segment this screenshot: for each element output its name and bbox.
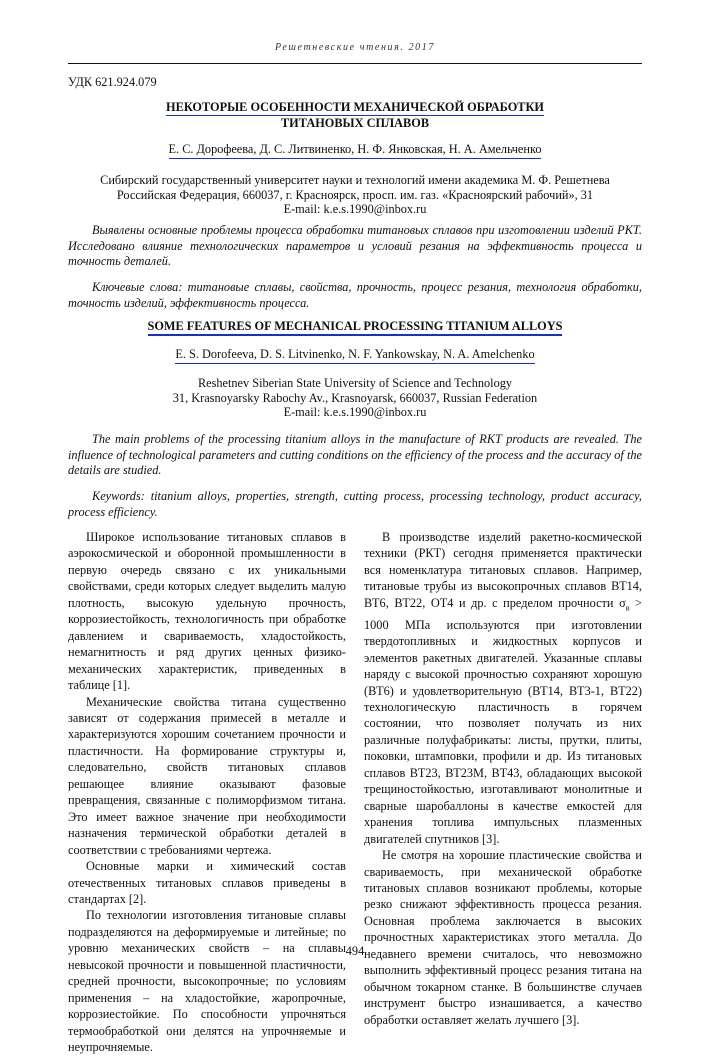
- affiliation-ru-line2: Российская Федерация, 660037, г. Красноярск, просп. им. газ. «Красноярский рабочий», 31: [116, 187, 594, 202]
- keywords-ru: Ключевые слова: титановые сплавы, свойства, прочность, процесс резания, технология обработки, точность изделий, эффективность процесса.: [68, 280, 642, 310]
- paragraph: Механические свойства титана существенно зависят от содержания примесей в металле и характеризуются хорошим сочетанием прочности и пластичности. На формирование структуры и, следовательно, свойств титановых сплавов решающее влияние оказывают фазовые превращения, связанные с полиморфизмом титана. Это имеет важное значение при необходимости назначения термической обработки деталей в соответствии с требованиями чертежа.: [68, 694, 346, 857]
- title-en: [68, 319, 642, 336]
- affiliation-ru: [68, 173, 642, 217]
- paragraph-text: В производстве изделий ракетно-космической техники (РКТ) сегодня применяется практически вся номенклатура титановых сплавов. Например, титановые трубы из высокопрочных сплавов ВТ14, ВТ6, ВТ22, ОТ4 и др. с пределом прочности σ: [364, 530, 642, 610]
- affiliation-en-line1: Reshetnev Siberian State University of Science and Technology: [197, 376, 513, 390]
- email-ru: E-mail: k.e.s.1990@inbox.ru: [283, 202, 427, 216]
- authors-ru-text: Е. С. Дорофеева, Д. С. Литвиненко, Н. Ф. Янковская, Н. А. Амельченко: [169, 142, 542, 159]
- paragraph: [364, 529, 642, 847]
- body-column-left: [68, 529, 346, 1056]
- abstract-en: The main problems of the processing titanium alloys in the manufacture of RKT products are revealed. The influence of technological parameters and cutting conditions on the efficiency of the process and the accuracy of the details are studied.: [68, 432, 642, 477]
- paragraph: По технологии изготовления титановые сплавы подразделяются на деформируемые и литейные; по уровню механических свойств – на сплавы невысокой прочности и повышенной пластичности, средней прочности, высокопрочные; по условиям применения – на хладостойкие, жаропрочные, коррозиестойкие. По способности упрочняться термообработкой они делятся на упрочняемые и неупрочняемые.: [68, 908, 346, 1055]
- title-ru-line2: ТИТАНОВЫХ СПЛАВОВ: [280, 116, 430, 130]
- abstract-ru: Выявлены основные проблемы процесса обработки титановых сплавов при изготовлении изделий РКТ. Исследовано влияние технологических параметров и условий резания на эффективность процесса и точность деталей.: [68, 223, 642, 268]
- title-ru-line1: НЕКОТОРЫЕ ОСОБЕННОСТИ МЕХАНИЧЕСКОЙ ОБРАБОТКИ: [166, 100, 544, 114]
- authors-en-text: E. S. Dorofeeva, D. S. Litvinenko, N. F. Yankowskay, N. A. Amelchenko: [175, 347, 534, 364]
- header-rule: [68, 63, 642, 64]
- affiliation-en-line2: 31, Krasnoyarsky Rabochy Av., Krasnoyarsk, 660037, Russian Federation: [172, 390, 538, 405]
- title-en-text: SOME FEATURES OF MECHANICAL PROCESSING TITANIUM ALLOYS: [148, 319, 563, 336]
- page-number: 494: [345, 944, 365, 958]
- email-en: E-mail: k.e.s.1990@inbox.ru: [283, 405, 427, 419]
- sigma-subscript: в: [625, 603, 630, 613]
- paragraph: Не смотря на хорошие пластические свойства и свариваемость, при механической обработке титановых сплавов возникают проблемы, которые резко снижают эффективность процесса резания. Основная проблема заключается в высоких прочностных характеристиках этого металла. До недавнего времени считалось, что невозможно выполнить эффективный процесс резания титана на обычном токарном станке. В большинстве случаев инструмент быстро изнашивается, а качество обработки оставляет желать лучшего [3].: [364, 848, 642, 1027]
- affiliation-ru-line1: Сибирский государственный университет науки и технологий имени академика М. Ф. Решетнева: [100, 173, 610, 187]
- paragraph: Широкое использование титановых сплавов в аэрокосмической и оборонной промышленности в первую очередь связано с их уникальными свойствами, среди которых следует выделить малую плотность, высокую удельную прочность, коррозиестойкость, технологичность при обработке давлением и свариваемость, хладостойкость, немагнитность и ряд других ценных физико-механических характеристик, приведенных в таблице [1].: [68, 530, 346, 693]
- title-ru: [68, 100, 642, 131]
- authors-ru: [68, 142, 642, 159]
- affiliation-en: [68, 376, 642, 420]
- keywords-en: Keywords: titanium alloys, properties, strength, cutting process, processing technology, product accuracy, process efficiency.: [68, 489, 642, 519]
- udk-code: УДК 621.924.079: [68, 75, 157, 89]
- authors-en: [68, 347, 642, 364]
- running-header: Решетневские чтения. 2017: [275, 42, 435, 53]
- paragraph-text: > 1000 МПа используются при изготовлении твердотопливных и жидкостных корпусов и элементов ракетных двигателей. Указанные сплавы наряду с высокой прочностью сохраняют хорошую (ВТ6) и удовлетворительную (ВТ14, ВТ3-1, ВТ22) технологическую пластичность в горячем состоянии, что позволяет получать из них различные полуфабрикаты: листы, прутки, плиты, поковки, штамповки, профили и др. Из титановых сплавов ВТ23, ВТ23М, ВТ43, обладающих высокой трещиностойкостью, изготавливают монолитные и сварные шаробаллоны в качестве емкостей для хранения топлива импульсных плазменных двигателей спутников [3].: [364, 595, 642, 846]
- paragraph: Основные марки и химический состав отечественных титановых сплавов приведены в стандартах [2].: [68, 859, 346, 906]
